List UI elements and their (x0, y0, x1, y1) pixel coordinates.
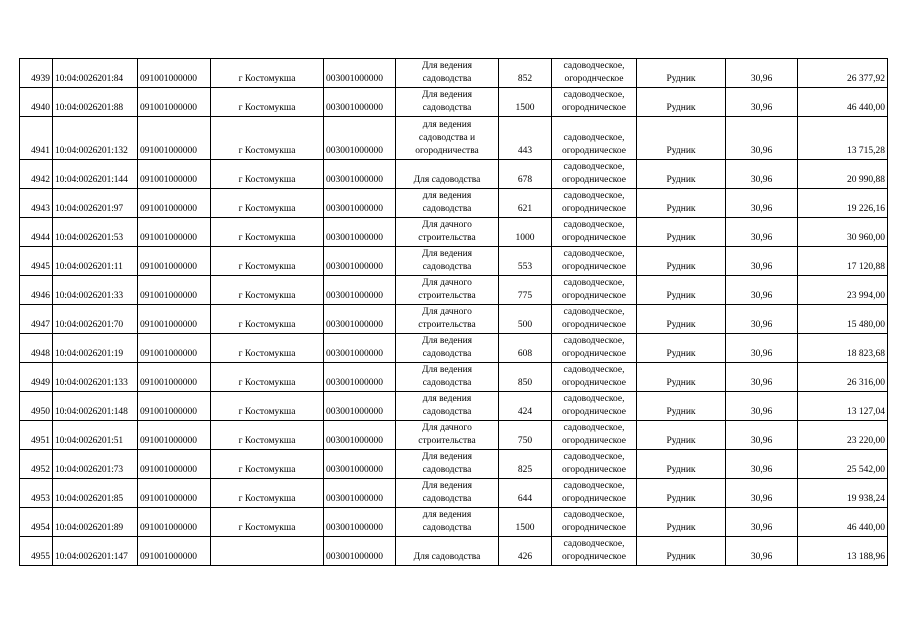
category-line: огороднческое (564, 74, 624, 84)
zone-cell: Рудник (637, 508, 726, 537)
row-number-cell: 4948 (20, 334, 53, 363)
permitted-use-cell (396, 537, 499, 566)
permitted-use-cell (396, 479, 499, 508)
permitted-use-cell (396, 218, 499, 247)
table-row (20, 160, 888, 189)
permitted-use-line: огородничества (415, 146, 479, 156)
table-row (20, 508, 888, 537)
cadastral-number-cell: 10:04:0026201:147 (53, 537, 138, 566)
category-cell (552, 160, 637, 189)
row-number-cell: 4945 (20, 247, 53, 276)
coefficient-cell: 30,96 (726, 537, 798, 566)
cadastral-number-cell: 10:04:0026201:89 (53, 508, 138, 537)
row-number-cell: 4942 (20, 160, 53, 189)
cadastral-value-cell: 15 480,00 (798, 305, 888, 334)
cadastral-value-cell: 46 440,00 (798, 88, 888, 117)
city-cell (211, 537, 324, 566)
category-line: огородническое (561, 175, 627, 185)
area-cell: 644 (499, 479, 552, 508)
cadastral-value-cell: 13 188,96 (798, 537, 888, 566)
category-cell (552, 392, 637, 421)
row-number-cell: 4955 (20, 537, 53, 566)
area-cell: 1000 (499, 218, 552, 247)
permitted-use-line: Для ведения (421, 61, 473, 71)
category-line: садоводческое, (563, 162, 625, 172)
row-number-cell: 4952 (20, 450, 53, 479)
city-cell: г Костомукша (211, 59, 324, 88)
table-row (20, 88, 888, 117)
category-line: садоводческое, (563, 539, 625, 549)
cadastral-number-cell: 10:04:0026201:53 (53, 218, 138, 247)
permitted-use-line: садоводства (422, 465, 472, 475)
permitted-use-cell (396, 363, 499, 392)
land-plots-table (19, 58, 888, 566)
cadastral-value-cell: 13 127,04 (798, 392, 888, 421)
okato-code-cell: 091001000000 (138, 334, 211, 363)
city-cell: г Костомукша (211, 88, 324, 117)
coefficient-cell: 30,96 (726, 218, 798, 247)
category-line: огородническое (561, 291, 627, 301)
city-cell: г Костомукша (211, 247, 324, 276)
category-line: садоводческое, (563, 394, 625, 404)
category-cell (552, 479, 637, 508)
area-cell: 825 (499, 450, 552, 479)
area-cell: 852 (499, 59, 552, 88)
oktmo-code-cell: 003001000000 (324, 305, 396, 334)
area-cell: 424 (499, 392, 552, 421)
zone-cell: Рудник (637, 218, 726, 247)
permitted-use-line: садоводства (422, 523, 472, 533)
zone-cell: Рудник (637, 247, 726, 276)
okato-code-cell: 091001000000 (138, 305, 211, 334)
cadastral-number-cell: 10:04:0026201:11 (53, 247, 138, 276)
category-line: огородническое (561, 349, 627, 359)
row-number-cell: 4949 (20, 363, 53, 392)
permitted-use-line: садоводства (422, 407, 472, 417)
city-cell: г Костомукша (211, 508, 324, 537)
cadastral-number-cell: 10:04:0026201:144 (53, 160, 138, 189)
category-line: огородническое (561, 552, 627, 562)
permitted-use-cell (396, 247, 499, 276)
category-line: садоводческое, (563, 133, 625, 143)
oktmo-code-cell: 003001000000 (324, 392, 396, 421)
zone-cell: Рудник (637, 59, 726, 88)
row-number-cell: 4950 (20, 392, 53, 421)
permitted-use-line: садоводства (422, 103, 472, 113)
permitted-use-line: для ведения (422, 510, 472, 520)
area-cell: 621 (499, 189, 552, 218)
table-row (20, 189, 888, 218)
category-line: огородническое (561, 262, 627, 272)
city-cell: г Костомукша (211, 305, 324, 334)
city-cell: г Костомукша (211, 334, 324, 363)
category-cell (552, 537, 637, 566)
oktmo-code-cell: 003001000000 (324, 508, 396, 537)
city-cell: г Костомукша (211, 363, 324, 392)
oktmo-code-cell: 003001000000 (324, 421, 396, 450)
okato-code-cell: 091001000000 (138, 392, 211, 421)
cadastral-value-cell: 13 715,28 (798, 117, 888, 160)
row-number-cell: 4953 (20, 479, 53, 508)
cadastral-value-cell: 26 316,00 (798, 363, 888, 392)
okato-code-cell: 091001000000 (138, 508, 211, 537)
category-line: садоводческое, (563, 365, 625, 375)
permitted-use-line: строительства (418, 233, 476, 243)
category-cell (552, 363, 637, 392)
permitted-use-cell (396, 276, 499, 305)
cadastral-value-cell: 20 990,88 (798, 160, 888, 189)
category-line: огородническое (561, 523, 627, 533)
permitted-use-line: Для ведения (421, 365, 473, 375)
row-number-cell: 4943 (20, 189, 53, 218)
category-line: садоводческое, (563, 90, 625, 100)
city-cell: г Костомукша (211, 276, 324, 305)
okato-code-cell: 091001000000 (138, 247, 211, 276)
permitted-use-line: Для ведения (421, 90, 473, 100)
city-cell: г Костомукша (211, 479, 324, 508)
category-line: огородническое (561, 378, 627, 388)
permitted-use-cell (396, 189, 499, 218)
area-cell: 678 (499, 160, 552, 189)
permitted-use-cell (396, 59, 499, 88)
coefficient-cell: 30,96 (726, 334, 798, 363)
city-cell: г Костомукша (211, 189, 324, 218)
row-number-cell: 4940 (20, 88, 53, 117)
cadastral-value-cell: 23 220,00 (798, 421, 888, 450)
oktmo-code-cell: 003001000000 (324, 160, 396, 189)
permitted-use-line: строительства (418, 320, 476, 330)
coefficient-cell: 30,96 (726, 247, 798, 276)
cadastral-number-cell: 10:04:0026201:33 (53, 276, 138, 305)
oktmo-code-cell: 003001000000 (324, 218, 396, 247)
coefficient-cell: 30,96 (726, 276, 798, 305)
cadastral-number-cell: 10:04:0026201:132 (53, 117, 138, 160)
cadastral-value-cell: 25 542,00 (798, 450, 888, 479)
category-line: огородническое (561, 465, 627, 475)
zone-cell: Рудник (637, 363, 726, 392)
table-row (20, 392, 888, 421)
oktmo-code-cell: 003001000000 (324, 88, 396, 117)
zone-cell: Рудник (637, 392, 726, 421)
okato-code-cell: 091001000000 (138, 117, 211, 160)
category-line: огородническое (561, 320, 627, 330)
cadastral-number-cell: 10:04:0026201:19 (53, 334, 138, 363)
row-number-cell: 4944 (20, 218, 53, 247)
category-line: огородническое (561, 146, 627, 156)
category-cell (552, 247, 637, 276)
category-cell (552, 421, 637, 450)
cadastral-number-cell: 10:04:0026201:133 (53, 363, 138, 392)
permitted-use-cell (396, 392, 499, 421)
zone-cell: Рудник (637, 479, 726, 508)
okato-code-cell: 091001000000 (138, 59, 211, 88)
coefficient-cell: 30,96 (726, 450, 798, 479)
oktmo-code-cell: 003001000000 (324, 117, 396, 160)
cadastral-value-cell: 23 994,00 (798, 276, 888, 305)
row-number-cell: 4941 (20, 117, 53, 160)
zone-cell: Рудник (637, 88, 726, 117)
zone-cell: Рудник (637, 450, 726, 479)
zone-cell: Рудник (637, 421, 726, 450)
table-row (20, 479, 888, 508)
permitted-use-cell (396, 117, 499, 160)
okato-code-cell: 091001000000 (138, 276, 211, 305)
okato-code-cell: 091001000000 (138, 421, 211, 450)
zone-cell: Рудник (637, 537, 726, 566)
okato-code-cell: 091001000000 (138, 160, 211, 189)
zone-cell: Рудник (637, 334, 726, 363)
area-cell: 553 (499, 247, 552, 276)
permitted-use-line: Для ведения (421, 481, 473, 491)
category-line: садоводческое, (563, 249, 625, 259)
permitted-use-line: Для дачного (422, 220, 472, 230)
zone-cell: Рудник (637, 305, 726, 334)
permitted-use-line: Для дачного (422, 307, 472, 317)
city-cell: г Костомукша (211, 421, 324, 450)
row-number-cell: 4939 (20, 59, 53, 88)
permitted-use-line: Для ведения (421, 336, 473, 346)
oktmo-code-cell: 003001000000 (324, 334, 396, 363)
table-row (20, 117, 888, 160)
permitted-use-line: Для садоводства (413, 552, 481, 562)
area-cell: 1500 (499, 508, 552, 537)
city-cell: г Костомукша (211, 160, 324, 189)
table-row (20, 276, 888, 305)
category-line: садоводческое, (563, 220, 625, 230)
category-cell (552, 88, 637, 117)
permitted-use-line: Для ведения (421, 452, 473, 462)
permitted-use-cell (396, 421, 499, 450)
oktmo-code-cell: 003001000000 (324, 363, 396, 392)
oktmo-code-cell: 003001000000 (324, 276, 396, 305)
area-cell: 608 (499, 334, 552, 363)
cadastral-value-cell: 19 938,24 (798, 479, 888, 508)
permitted-use-cell (396, 450, 499, 479)
zone-cell: Рудник (637, 160, 726, 189)
coefficient-cell: 30,96 (726, 59, 798, 88)
coefficient-cell: 30,96 (726, 479, 798, 508)
coefficient-cell: 30,96 (726, 88, 798, 117)
permitted-use-cell (396, 508, 499, 537)
cadastral-number-cell: 10:04:0026201:148 (53, 392, 138, 421)
row-number-cell: 4946 (20, 276, 53, 305)
city-cell: г Костомукша (211, 450, 324, 479)
okato-code-cell: 091001000000 (138, 479, 211, 508)
city-cell: г Костомукша (211, 392, 324, 421)
area-cell: 500 (499, 305, 552, 334)
category-line: огородническое (561, 233, 627, 243)
category-cell (552, 305, 637, 334)
cadastral-number-cell: 10:04:0026201:73 (53, 450, 138, 479)
oktmo-code-cell: 003001000000 (324, 59, 396, 88)
area-cell: 750 (499, 421, 552, 450)
oktmo-code-cell: 003001000000 (324, 189, 396, 218)
permitted-use-line: садоводства (422, 349, 472, 359)
table-row (20, 59, 888, 88)
coefficient-cell: 30,96 (726, 117, 798, 160)
okato-code-cell: 091001000000 (138, 218, 211, 247)
permitted-use-cell (396, 88, 499, 117)
category-cell (552, 117, 637, 160)
permitted-use-line: Для дачного (422, 278, 472, 288)
table-row (20, 247, 888, 276)
permitted-use-line: для ведения (422, 120, 472, 130)
cadastral-number-cell: 10:04:0026201:97 (53, 189, 138, 218)
table-row (20, 363, 888, 392)
table-body (20, 59, 888, 566)
cadastral-value-cell: 30 960,00 (798, 218, 888, 247)
cadastral-number-cell: 10:04:0026201:88 (53, 88, 138, 117)
coefficient-cell: 30,96 (726, 363, 798, 392)
category-line: огородническое (561, 407, 627, 417)
table-row (20, 537, 888, 566)
coefficient-cell: 30,96 (726, 189, 798, 218)
area-cell: 1500 (499, 88, 552, 117)
category-line: огородническое (561, 204, 627, 214)
permitted-use-cell (396, 160, 499, 189)
cadastral-value-cell: 17 120,88 (798, 247, 888, 276)
table-row (20, 218, 888, 247)
city-cell: г Костомукша (211, 117, 324, 160)
zone-cell: Рудник (637, 276, 726, 305)
cadastral-number-cell: 10:04:0026201:70 (53, 305, 138, 334)
cadastral-number-cell: 10:04:0026201:51 (53, 421, 138, 450)
category-line: огородническое (561, 494, 627, 504)
permitted-use-line: садоводства (422, 204, 472, 214)
okato-code-cell: 091001000000 (138, 537, 211, 566)
zone-cell: Рудник (637, 117, 726, 160)
row-number-cell: 4951 (20, 421, 53, 450)
category-cell (552, 450, 637, 479)
permitted-use-line: Для садоводства (413, 175, 481, 185)
zone-cell: Рудник (637, 189, 726, 218)
okato-code-cell: 091001000000 (138, 450, 211, 479)
category-cell (552, 334, 637, 363)
permitted-use-line: строительства (418, 291, 476, 301)
permitted-use-line: садоводства (422, 74, 472, 84)
row-number-cell: 4954 (20, 508, 53, 537)
table-row (20, 450, 888, 479)
okato-code-cell: 091001000000 (138, 363, 211, 392)
table-row (20, 305, 888, 334)
oktmo-code-cell: 003001000000 (324, 450, 396, 479)
permitted-use-line: для ведения (422, 191, 472, 201)
okato-code-cell: 091001000000 (138, 189, 211, 218)
cadastral-value-cell: 18 823,68 (798, 334, 888, 363)
category-cell (552, 276, 637, 305)
table-row (20, 421, 888, 450)
category-line: садоводческое, (563, 510, 625, 520)
coefficient-cell: 30,96 (726, 421, 798, 450)
category-cell (552, 508, 637, 537)
permitted-use-line: садоводства (422, 262, 472, 272)
category-line: садоводческое, (563, 336, 625, 346)
permitted-use-cell (396, 334, 499, 363)
permitted-use-line: строительства (418, 436, 476, 446)
cadastral-value-cell: 46 440,00 (798, 508, 888, 537)
category-line: садоводческое, (563, 307, 625, 317)
category-line: огородническое (561, 103, 627, 113)
table-row (20, 334, 888, 363)
coefficient-cell: 30,96 (726, 508, 798, 537)
cadastral-number-cell: 10:04:0026201:85 (53, 479, 138, 508)
category-cell (552, 218, 637, 247)
category-line: огородническое (561, 436, 627, 446)
cadastral-value-cell: 19 226,16 (798, 189, 888, 218)
permitted-use-line: садоводства (422, 378, 472, 388)
area-cell: 426 (499, 537, 552, 566)
coefficient-cell: 30,96 (726, 160, 798, 189)
coefficient-cell: 30,96 (726, 392, 798, 421)
category-line: садоводческое, (563, 278, 625, 288)
category-line: садоводческое, (563, 452, 625, 462)
permitted-use-line: садоводства (422, 494, 472, 504)
oktmo-code-cell: 003001000000 (324, 537, 396, 566)
category-line: садоводческое, (563, 423, 625, 433)
area-cell: 775 (499, 276, 552, 305)
category-line: садоводческое, (563, 61, 625, 71)
city-cell: г Костомукша (211, 218, 324, 247)
okato-code-cell: 091001000000 (138, 88, 211, 117)
permitted-use-line: Для ведения (421, 249, 473, 259)
permitted-use-line: садоводства и (418, 133, 476, 143)
row-number-cell: 4947 (20, 305, 53, 334)
category-line: садоводческое, (563, 481, 625, 491)
permitted-use-cell (396, 305, 499, 334)
cadastral-number-cell: 10:04:0026201:84 (53, 59, 138, 88)
oktmo-code-cell: 003001000000 (324, 479, 396, 508)
oktmo-code-cell: 003001000000 (324, 247, 396, 276)
category-line: садоводческое, (563, 191, 625, 201)
area-cell: 850 (499, 363, 552, 392)
category-cell (552, 59, 637, 88)
category-cell (552, 189, 637, 218)
area-cell: 443 (499, 117, 552, 160)
permitted-use-line: Для дачного (422, 423, 472, 433)
coefficient-cell: 30,96 (726, 305, 798, 334)
permitted-use-line: для ведения (422, 394, 472, 404)
cadastral-value-cell: 26 377,92 (798, 59, 888, 88)
